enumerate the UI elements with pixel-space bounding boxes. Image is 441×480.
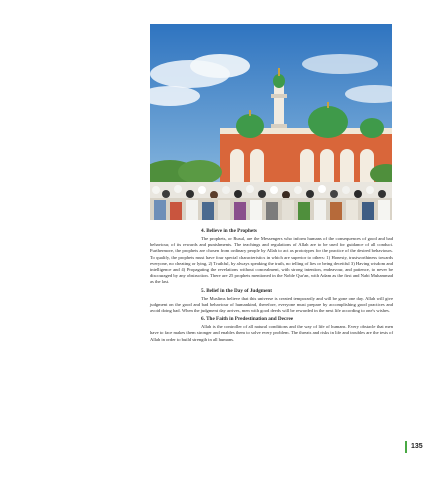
paragraph-prophets: The prophets, or Rusul, are the Messengers who inform humans of the consequences of good and bad behaviour, of its rewards and punishments. The teachings and regulations of Allah are to be used for guidance of all conduct. Furthermore, the prophets are chosen from ordinary people by Allah to act as prototypes for the practice of the desired behaviours. To qualify, the prophets must have four special characteristics in which are superior to others: 1) Honesty, trustworthiness towards everyone, no cheating or lying, 2) Truthful, by always speaking the truth, no telling of lies or being deceitful 3) Having wisdom and intelligence and 4) Propagating the revelations without concealment, with strong intention, endeavour, and patience, to never be discouraged by any obstruction. There are 25 prophets mentioned in the Noble Qur'an, with Adam as the first and Nabi Muhammad as the last. bbox=[150, 236, 393, 285]
heading-judgment: 5. Belief in the Day of Judgment bbox=[201, 287, 273, 294]
paragraph-faith: Allah is the controller of all natural conditions and the way of life of humans. Every obstacle that men have to face makes them stronger and enables them to solve every problem. The threats and risks in life and troubles are the tests of Allah in order to build strength in all humans. bbox=[150, 324, 393, 342]
heading-prophets: 4. Believe in the Prophets bbox=[201, 228, 257, 234]
page-number: 135 bbox=[405, 441, 427, 453]
paragraph-judgment: The Muslims believe that this universe is created temporarily and will be gone one day. Allah will give judgment on the good and bad behaviour of humankind, therefore, everyone must prepare by accomplishing good practices and avoid doing bad. When the judgment day arrives, men with good deeds will be rewarded in the next life according to one's wishes. bbox=[150, 295, 393, 314]
heading-faith: 6. The Faith in Predestination and Decree bbox=[201, 316, 294, 323]
mosque-photo bbox=[150, 24, 392, 220]
text-content bbox=[150, 227, 393, 345]
